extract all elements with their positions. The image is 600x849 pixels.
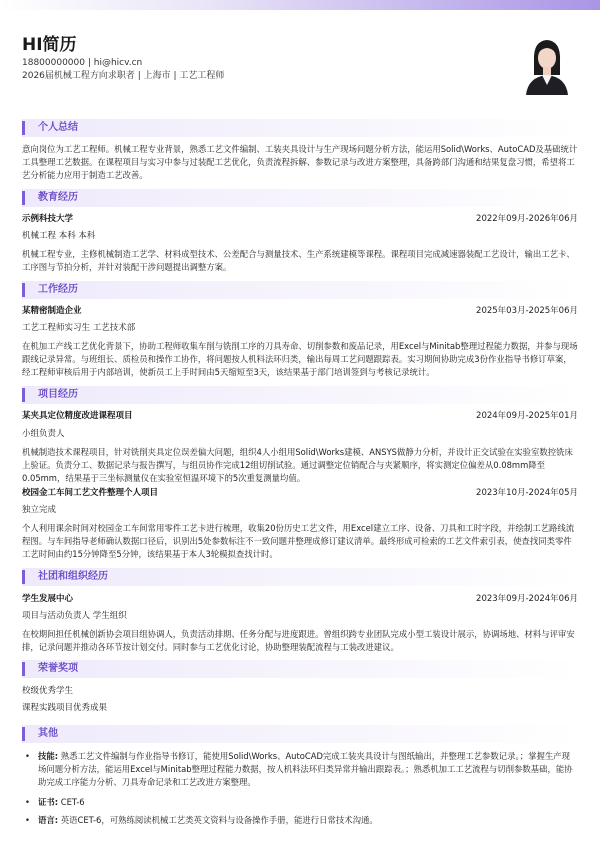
section-projects-title: 项目经历 <box>22 386 578 404</box>
work-role: 工艺工程师实习生 工艺技术部 <box>22 323 136 333</box>
award-item: 校级优秀学生 <box>22 686 74 696</box>
section-accent-bar <box>22 283 25 297</box>
section-education-title: 教育经历 <box>22 189 578 207</box>
other-item-certs: • 证书: CET-6 <box>25 797 85 807</box>
section-other-title: 其他 <box>22 725 578 743</box>
section-awards-title: 荣誉奖项 <box>22 660 578 678</box>
project-text: 机械制造技术课程项目，针对铣削夹具定位误差偏大问题，组织4人小组用Solid\Works建模、ANSYS做静力分析，并设计正交试验在实验室数控铣床上验证。负责分工、数据记录与报告撰写，与组员协作完成12组切削试验。通过调整定位销配合与夹紧顺序，将实测定位偏差从0.08mm降至0.05mm，结果基于三坐标测量仪在实验室恒温环境下的5次重复测量均值。 <box>22 447 573 483</box>
work-date: 2025年03月-2025年06月 <box>476 306 578 316</box>
campus-header <box>22 593 578 606</box>
work-text: 在机加工产线工艺优化背景下，协助工程师收集车削与铣削工序的刀具寿命、切削参数和废品记录，用Excel与Minitab整理过程能力数据，并参与现场跟线记录异常。与班组长、质检员和操作工协作，将问题按人机料法环归类，输出每周工艺问题跟踪表。实习期间协助完成3份作业指导书修订草案，经工程师审核后用于内部培训，使新员工上手时间由5天缩短至3天，该结果基于部门培训签到与考核记录统计。 <box>22 341 578 377</box>
resume-name: HI简历 <box>22 35 77 55</box>
bullet-icon: • <box>25 797 30 807</box>
org-name: 学生发展中心 <box>22 594 74 604</box>
project-header <box>22 410 578 423</box>
section-summary-title: 个人总结 <box>22 119 578 137</box>
avatar <box>520 31 574 95</box>
education-text: 机械工程专业，主修机械制造工艺学、材料成型技术、公差配合与测量技术、生产系统建模等课程。课程项目完成减速器装配工艺设计，输出工艺卡、工序图与节拍分析，并针对装配干涉问题提出调整方案。 <box>22 249 575 272</box>
project-header <box>22 487 578 500</box>
header-accent-bar <box>0 0 600 10</box>
section-accent-bar <box>22 662 25 676</box>
contact-info <box>22 57 224 83</box>
bullet-icon: • <box>25 815 30 825</box>
project-name: 校园金工车间工艺文件整理个人项目 <box>22 488 159 498</box>
company-name: 某精密制造企业 <box>22 306 82 316</box>
project-date: 2024年09月-2025年01月 <box>476 411 578 421</box>
section-work-title: 工作经历 <box>22 281 578 299</box>
bullet-icon: • <box>25 751 30 761</box>
section-campus-title: 社团和组织经历 <box>22 568 578 586</box>
project-name: 某夹具定位精度改进课程项目 <box>22 411 133 421</box>
section-accent-bar <box>22 727 25 741</box>
education-date: 2022年09月-2026年06月 <box>476 214 578 224</box>
other-item-language: • 语言: 英语CET-6，可熟练阅读机械工艺类英文资料与设备操作手册，能进行日常技术沟通。 <box>25 815 378 825</box>
summary-text: 意向岗位为工艺工程师。机械工程专业背景，熟悉工艺文件编制、工装夹具设计与生产现场问题分析方法，能运用Solid\Works、AutoCAD及基础统计工具整理工艺数据。在课程项目与实习中参与过装配工艺优化，负责流程拆解、参数记录与改进方案整理，具备跨部门沟通和结果复盘习惯，希望将工艺分析能力应用于制造工艺改善。 <box>22 144 578 180</box>
section-accent-bar <box>22 121 25 135</box>
award-item: 课程实践项目优秀成果 <box>22 703 108 713</box>
contact-target: 2026届机械工程方向求职者 | 上海市 | 工艺工程师 <box>22 71 225 81</box>
campus-role: 项目与活动负责人 学生组织 <box>22 611 127 621</box>
project-date: 2023年10月-2024年05月 <box>476 488 578 498</box>
project-role: 独立完成 <box>22 505 57 515</box>
section-accent-bar <box>22 570 25 584</box>
campus-date: 2023年09月-2024年06月 <box>476 594 578 604</box>
education-major: 机械工程 本科 本科 <box>22 231 96 241</box>
education-header <box>22 213 578 226</box>
other-item-skills: • 技能: 熟悉工艺文件编制与作业指导书修订，能使用Solid\Works、AutoCAD完成工装夹具设计与图纸输出，并整理工艺参数记录。；掌握生产现场问题分析方法，能运用Excel与Minitab整理过程能力数据，按人机料法环归类异常并输出跟踪表。；熟悉机加工工艺流程与切削参数基础，能协助完成工序能力分析、刀具寿命记录和工艺改进方案整理。 <box>25 751 573 787</box>
section-accent-bar <box>22 191 25 205</box>
school-name: 示例科技大学 <box>22 214 74 224</box>
section-accent-bar <box>22 388 25 402</box>
project-role: 小组负责人 <box>22 429 65 439</box>
contact-phone-email: 18800000000 | hi@hicv.cn <box>22 58 143 68</box>
project-text: 个人利用课余时间对校园金工车间常用零件工艺卡进行梳理，收集20份历史工艺文件，用Excel建立工序、设备、刀具和工时字段，并绘制工艺路线流程图。与车间指导老师确认数据口径后，识别出5处参数标注不一致问题并整理成修订建议清单。最终形成可检索的工艺文件索引表，使查找同类零件工艺时间由约15分钟降至5分钟，该结果基于本人3轮模拟查找计时。 <box>22 523 575 559</box>
work-header <box>22 305 578 318</box>
campus-text: 在校期间担任机械创新协会项目组协调人，负责活动排期、任务分配与进度跟进。曾组织跨专业团队完成小型工装设计展示，协调场地、材料与评审安排，记录问题并推动各环节按计划交付。同时参与工艺优化讨论，协助整理装配流程与工装改进建议。 <box>22 629 575 652</box>
